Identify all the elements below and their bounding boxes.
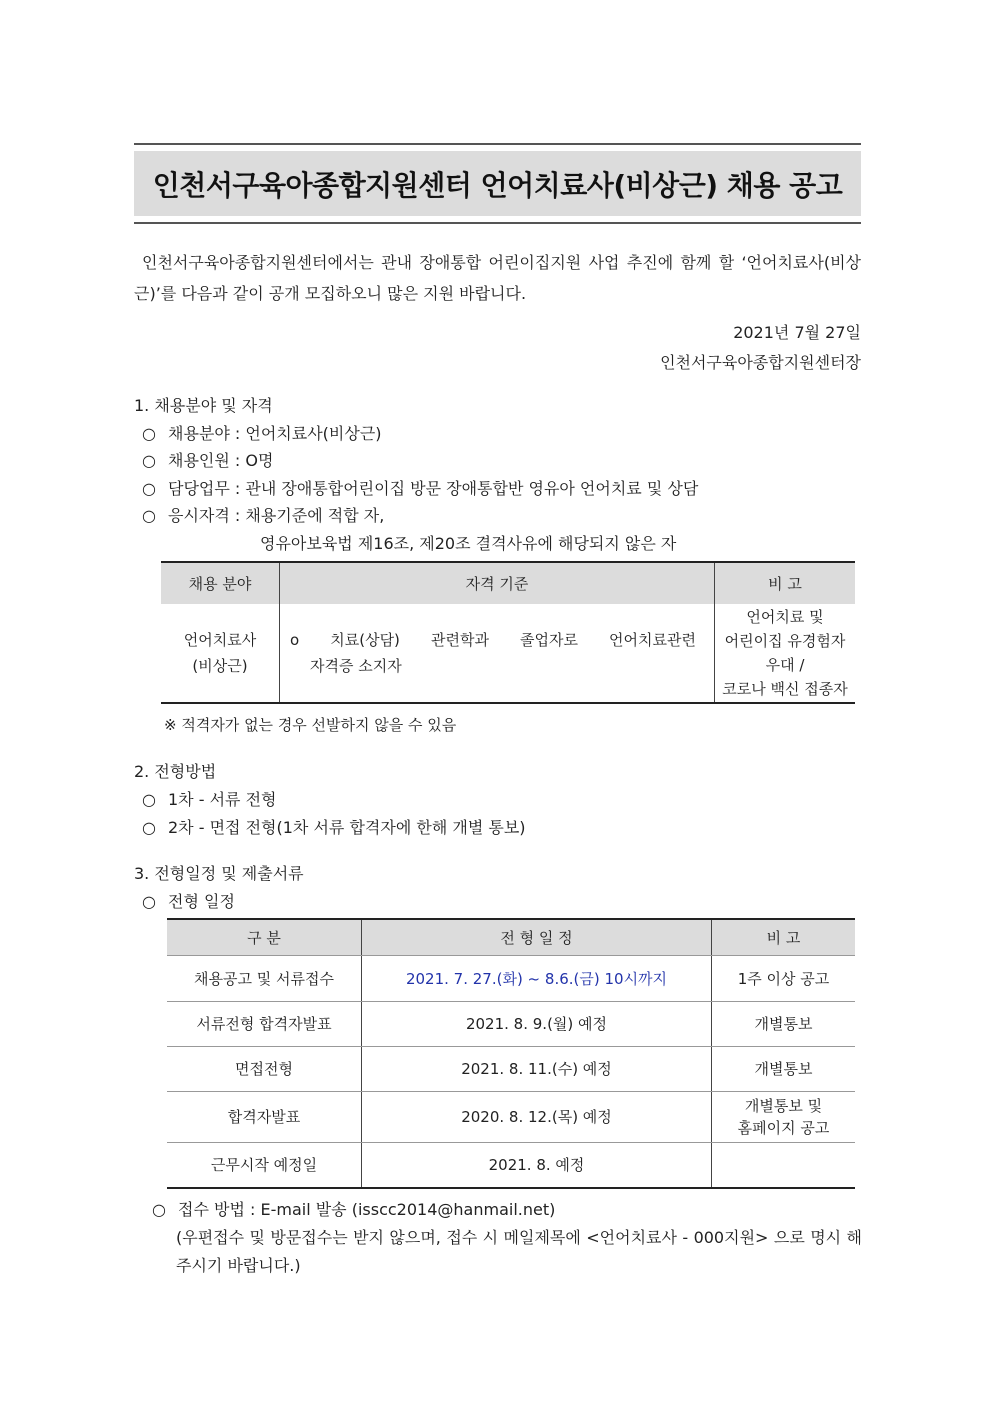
intro-paragraph: 인천서구육아종합지원센터에서는 관내 장애통합 어린이집지원 사업 추진에 함께 할 ‘언어치료사(비상근)’를 다음과 같이 공개 모집하오니 많은 지원 바랍니다. <box>134 253 861 303</box>
bullet-icon: ○ <box>142 506 156 525</box>
list-item: ○ 1차 - 서류 전형 <box>142 790 277 809</box>
criteria-cell: o 치료(상담) 관련학과 졸업자로 언어치료관련 자격증 소지자 <box>280 604 715 703</box>
issuer: 인천서구육아종합지원센터장 <box>660 353 861 372</box>
date-block <box>660 318 861 378</box>
section3-heading: 3. 전형일정 및 제출서류 <box>134 864 304 883</box>
table-row: 합격자발표 2020. 8. 12.(목) 예정 개별통보 및 홈페이지 공고 <box>167 1092 855 1143</box>
table-row <box>161 604 855 703</box>
table-header: 비 고 <box>712 919 856 956</box>
list-item: ○ 담당업무 : 관내 장애통합어린이집 방문 장애통합반 영유아 언어치료 및 상담 <box>142 479 699 498</box>
bullet-icon: ○ <box>142 424 156 443</box>
bullet-icon: ○ <box>142 451 156 470</box>
table-note: ※ 적격자가 없는 경우 선발하지 않을 수 있음 <box>164 716 457 734</box>
schedule-table <box>167 918 855 1189</box>
table-row: 서류전형 합격자발표 2021. 8. 9.(월) 예정 개별통보 <box>167 1002 855 1047</box>
section2-heading: 2. 전형방법 <box>134 762 217 781</box>
table-header: 채용 분야 <box>161 562 280 604</box>
title-band <box>134 151 861 216</box>
page-title: 인천서구육아종합지원센터 언어치료사(비상근) 채용 공고 <box>152 168 843 202</box>
bullet-icon: ○ <box>142 818 156 837</box>
qualification-table <box>161 561 855 704</box>
receipt-method: 접수 방법 : E-mail 발송 (isscc2014@hanmail.net) <box>178 1200 556 1219</box>
bullet-icon: ○ <box>152 1200 166 1219</box>
table-row: 근무시작 예정일 2021. 8. 예정 <box>167 1143 855 1189</box>
section1-heading: 1. 채용분야 및 자격 <box>134 396 273 415</box>
bullet-icon: ○ <box>142 892 156 911</box>
table-header: 구 분 <box>167 919 362 956</box>
table-row: 채용공고 및 서류접수 2021. 7. 27.(화) ~ 8.6.(금) 10시까지 1주 이상 공고 <box>167 956 855 1002</box>
list-item: ○ 응시자격 : 채용기준에 적합 자, <box>142 506 385 525</box>
bullet-icon: ○ <box>142 479 156 498</box>
issue-date: 2021년 7월 27일 <box>733 323 861 342</box>
table-row: 면접전형 2021. 8. 11.(수) 예정 개별통보 <box>167 1047 855 1092</box>
table-header: 전 형 일 정 <box>362 919 712 956</box>
list-item: ○ 2차 - 면접 전형(1차 서류 합격자에 한해 개별 통보) <box>142 818 526 837</box>
field-cell: 언어치료사 (비상근) <box>161 604 280 703</box>
receipt-block <box>152 1196 862 1280</box>
table-header: 비 고 <box>715 562 856 604</box>
list-item: ○ 채용분야 : 언어치료사(비상근) <box>142 424 382 443</box>
bullet-icon: ○ <box>142 790 156 809</box>
table-header: 자격 기준 <box>280 562 715 604</box>
list-item: ○ 전형 일정 <box>142 892 235 911</box>
qualification-continued: 영유아보육법 제16조, 제20조 결격사유에 해당되지 않은 자 <box>260 534 677 553</box>
list-item: ○ 채용인원 : O명 <box>142 451 274 470</box>
receipt-note: (우편접수 및 방문접수는 받지 않으며, 접수 시 메일제목에 <언어치료사 - 000지원> 으로 명시 해 주시기 바랍니다.) <box>176 1228 862 1275</box>
remark-cell: 언어치료 및 어린이집 유경험자 우대 / 코로나 백신 접종자 <box>715 604 856 703</box>
title-box <box>134 143 861 224</box>
